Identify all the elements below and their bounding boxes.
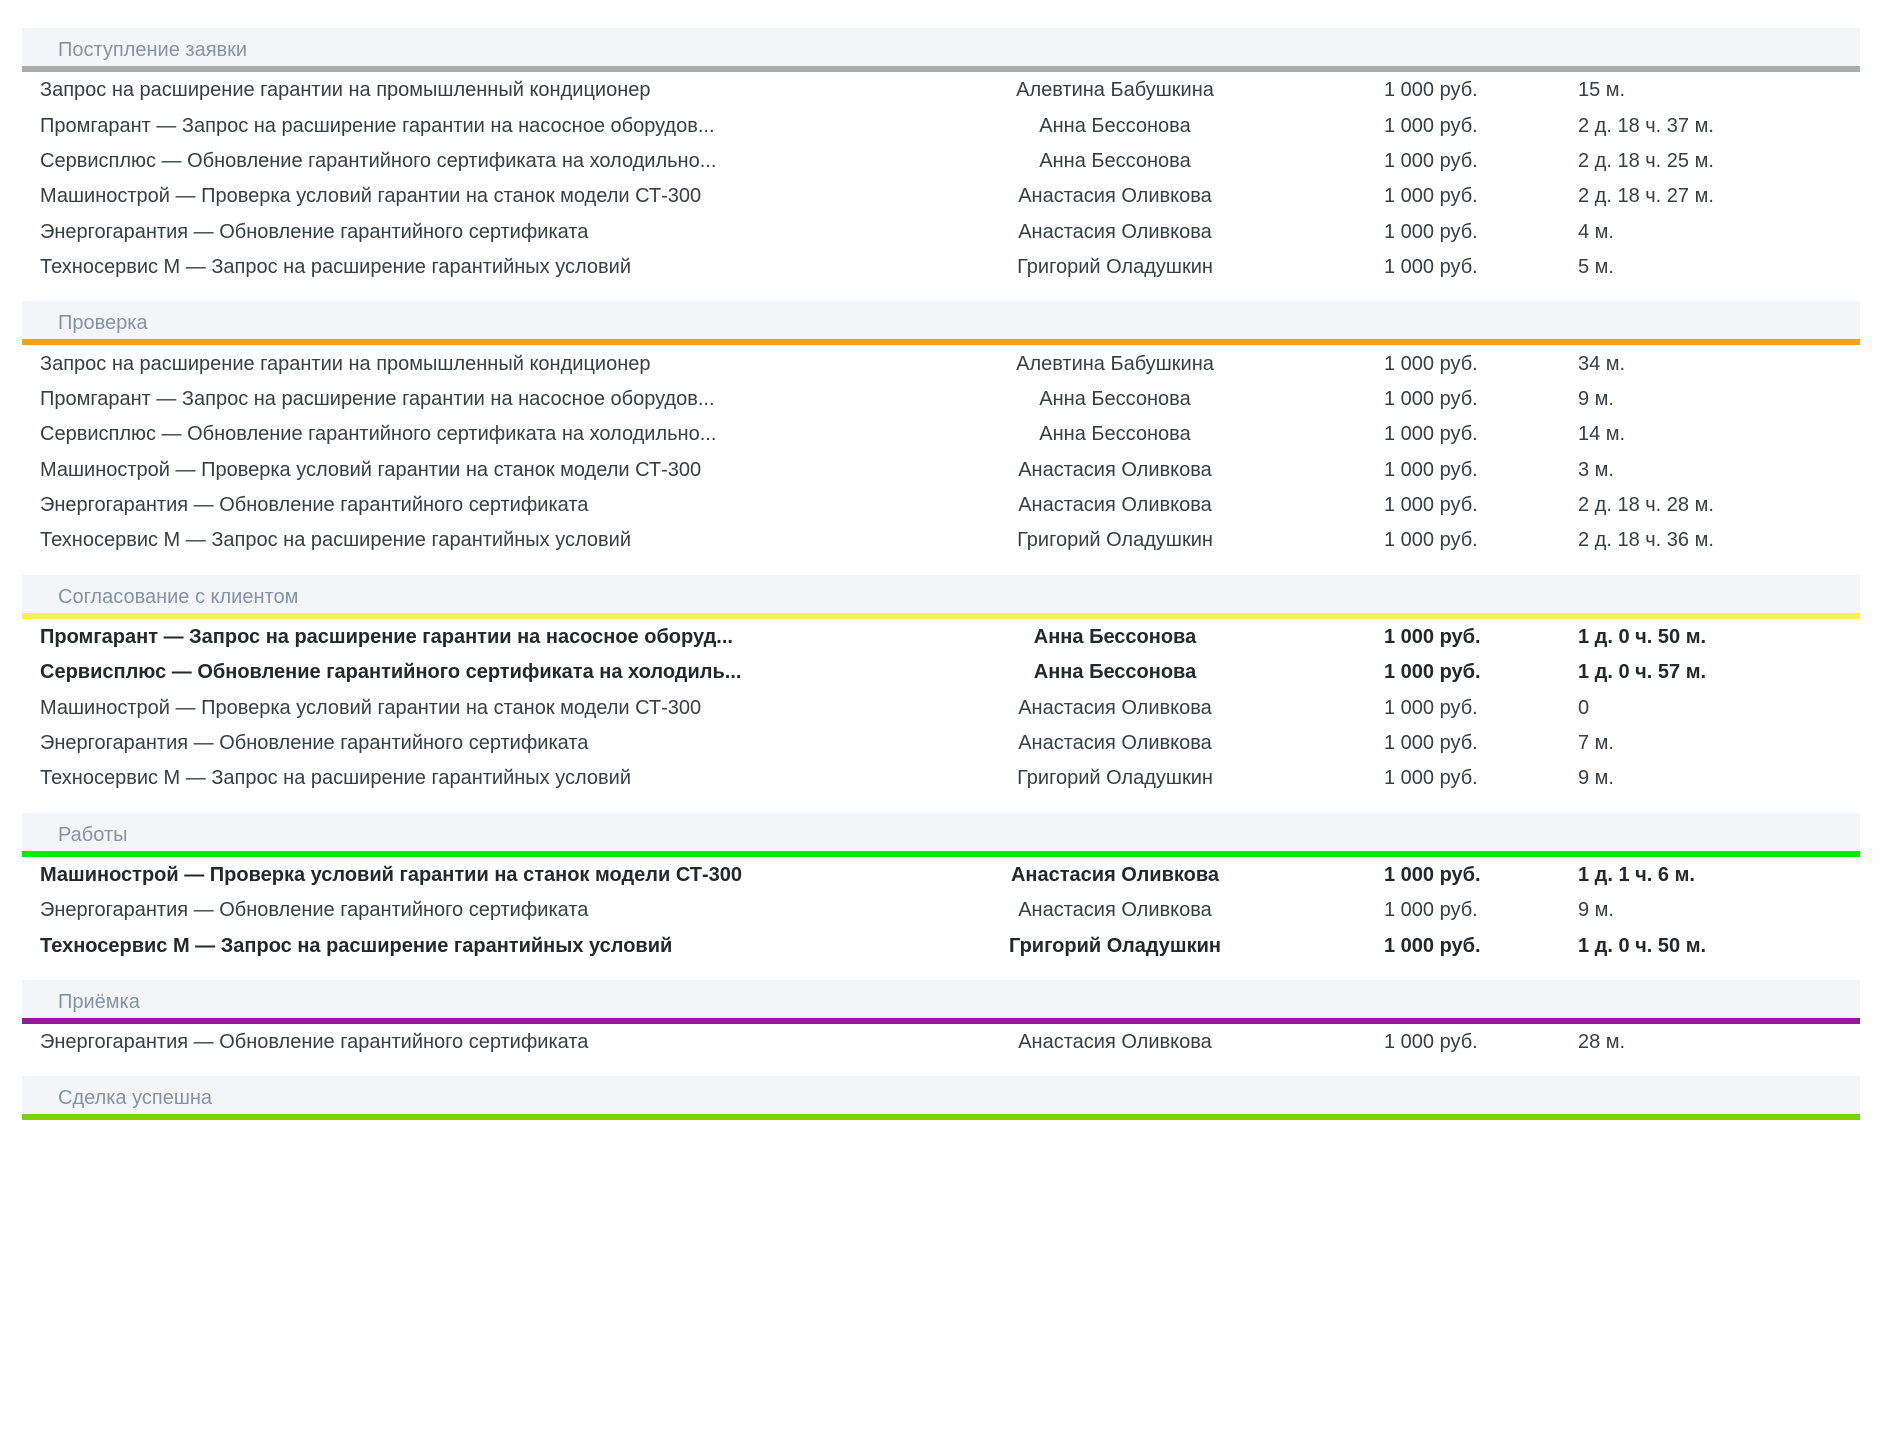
deal-responsible: Алевтина Бабушкина <box>1016 352 1214 375</box>
deal-amount: 1 000 руб. <box>1384 423 1478 446</box>
stage-title: Согласование с клиентом <box>58 585 299 608</box>
stage-header <box>22 980 1860 1024</box>
deal-responsible: Анна Бессонова <box>1033 625 1197 648</box>
deal-title[interactable]: Энергогарантия — Обновление гарантийного сертификата <box>40 494 589 517</box>
deal-row[interactable] <box>22 893 1860 928</box>
deal-duration: 2 д. 18 ч. 37 м. <box>1578 114 1714 137</box>
deal-duration: 9 м. <box>1578 899 1614 922</box>
stage-header <box>22 301 1860 345</box>
deal-duration: 2 д. 18 ч. 28 м. <box>1578 494 1714 517</box>
deal-duration: 1 д. 1 ч. 6 м. <box>1578 863 1695 886</box>
deal-title[interactable]: Запрос на расширение гарантии на промышленный кондиционер <box>40 79 651 102</box>
deal-row[interactable] <box>22 488 1860 523</box>
stage-section <box>22 813 1860 964</box>
deal-title[interactable]: Машинострой — Проверка условий гарантии на станок модели СТ-300 <box>40 696 702 719</box>
deal-amount: 1 000 руб. <box>1384 387 1478 410</box>
deal-amount: 1 000 руб. <box>1384 79 1478 102</box>
deal-duration: 15 м. <box>1578 79 1626 102</box>
deal-responsible: Анастасия Оливкова <box>1018 696 1212 719</box>
deal-responsible: Григорий Оладушкин <box>1017 256 1213 279</box>
deal-row[interactable] <box>22 453 1860 488</box>
deal-duration: 1 д. 0 ч. 57 м. <box>1578 661 1707 684</box>
stage-title: Работы <box>58 823 128 846</box>
deal-responsible: Анастасия Оливкова <box>1010 863 1220 886</box>
deal-duration: 1 д. 0 ч. 50 м. <box>1578 934 1707 957</box>
deal-row[interactable] <box>22 523 1860 558</box>
deal-duration: 2 д. 18 ч. 27 м. <box>1578 185 1714 208</box>
deal-title[interactable]: Энергогарантия — Обновление гарантийного сертификата <box>40 1031 589 1053</box>
deal-responsible: Анастасия Оливкова <box>1018 732 1212 755</box>
deal-title[interactable]: Запрос на расширение гарантии на промышленный кондиционер <box>40 352 651 375</box>
stage-rows <box>22 1120 1860 1121</box>
deal-title[interactable]: Сервисплюс — Обновление гарантийного сертификата на холодиль... <box>40 661 742 684</box>
deal-title[interactable]: Техносервис М — Запрос на расширение гарантийных условий <box>40 934 673 957</box>
deal-responsible: Анна Бессонова <box>1039 149 1191 172</box>
deal-duration: 28 м. <box>1578 1031 1626 1053</box>
deal-responsible: Анна Бессонова <box>1039 114 1191 137</box>
stage-header <box>22 1076 1860 1120</box>
deal-responsible: Григорий Оладушкин <box>1017 529 1213 552</box>
deal-row[interactable] <box>22 620 1860 655</box>
deal-title[interactable]: Техносервис М — Запрос на расширение гарантийных условий <box>40 767 631 790</box>
deal-amount: 1 000 руб. <box>1384 625 1481 648</box>
deal-amount: 1 000 руб. <box>1384 220 1478 243</box>
deal-amount: 1 000 руб. <box>1384 732 1478 755</box>
deal-row[interactable] <box>22 108 1860 143</box>
deal-amount: 1 000 руб. <box>1384 899 1478 922</box>
deal-amount: 1 000 руб. <box>1384 256 1478 279</box>
deal-responsible: Анастасия Оливкова <box>1018 899 1212 922</box>
deal-row[interactable] <box>22 761 1860 796</box>
deal-responsible: Анна Бессонова <box>1039 387 1191 410</box>
stage-rows <box>22 345 1860 558</box>
deal-amount: 1 000 руб. <box>1384 494 1478 517</box>
deal-amount: 1 000 руб. <box>1384 934 1481 957</box>
deal-responsible: Григорий Оладушкин <box>1017 767 1213 790</box>
deal-amount: 1 000 руб. <box>1384 458 1478 481</box>
deal-responsible: Алевтина Бабушкина <box>1016 79 1214 102</box>
deal-row[interactable] <box>22 1025 1860 1060</box>
deal-row[interactable] <box>22 382 1860 417</box>
deal-row[interactable] <box>22 655 1860 690</box>
deal-responsible: Анна Бессонова <box>1039 423 1191 446</box>
deal-amount: 1 000 руб. <box>1384 1031 1478 1053</box>
deal-duration: 1 д. 0 ч. 50 м. <box>1578 625 1707 648</box>
deal-duration: 4 м. <box>1578 220 1614 243</box>
stage-section <box>22 28 1860 285</box>
deal-responsible: Анна Бессонова <box>1033 661 1197 684</box>
stage-title: Приёмка <box>58 990 140 1013</box>
stage-header <box>22 813 1860 857</box>
deal-title[interactable]: Сервисплюс — Обновление гарантийного сертификата на холодильно... <box>40 423 717 446</box>
deal-duration: 0 <box>1578 696 1590 719</box>
deal-row[interactable] <box>22 250 1860 285</box>
deal-title[interactable]: Энергогарантия — Обновление гарантийного сертификата <box>40 899 589 922</box>
stage-rows <box>22 857 1860 964</box>
stage-title: Поступление заявки <box>58 39 248 61</box>
deal-duration: 3 м. <box>1578 458 1614 481</box>
deal-duration: 7 м. <box>1578 732 1614 755</box>
deal-title[interactable]: Сервисплюс — Обновление гарантийного сертификата на холодильно... <box>40 149 717 172</box>
deal-row[interactable] <box>22 73 1860 108</box>
deal-amount: 1 000 руб. <box>1384 661 1481 684</box>
deal-amount: 1 000 руб. <box>1384 529 1478 552</box>
deal-duration: 9 м. <box>1578 767 1614 790</box>
deal-row[interactable] <box>22 858 1860 893</box>
deal-title[interactable]: Энергогарантия — Обновление гарантийного сертификата <box>40 732 589 755</box>
deal-duration: 9 м. <box>1578 387 1614 410</box>
deal-responsible: Анастасия Оливкова <box>1018 220 1212 243</box>
deal-title[interactable]: Машинострой — Проверка условий гарантии на станок модели СТ-300 <box>40 185 702 208</box>
deal-row[interactable] <box>22 346 1860 381</box>
stage-section <box>22 575 1860 797</box>
deal-row[interactable] <box>22 215 1860 250</box>
stage-section <box>22 301 1860 558</box>
deal-row[interactable] <box>22 928 1860 963</box>
deal-duration: 2 д. 18 ч. 25 м. <box>1578 149 1714 172</box>
stage-rows <box>22 1024 1860 1060</box>
deal-duration: 5 м. <box>1578 256 1614 279</box>
deal-title[interactable]: Промгарант — Запрос на расширение гарантии на насосное оборудов... <box>40 387 715 410</box>
deal-title[interactable]: Техносервис М — Запрос на расширение гарантийных условий <box>40 529 631 552</box>
deal-amount: 1 000 руб. <box>1384 352 1478 375</box>
stage-section <box>22 1076 1860 1121</box>
deal-responsible: Анастасия Оливкова <box>1018 458 1212 481</box>
deal-title[interactable]: Промгарант — Запрос на расширение гарантии на насосное оборудов... <box>40 114 715 137</box>
deal-amount: 1 000 руб. <box>1384 767 1478 790</box>
deal-responsible: Григорий Оладушкин <box>1009 934 1221 957</box>
deal-amount: 1 000 руб. <box>1384 149 1478 172</box>
stage-header <box>22 28 1860 72</box>
deal-row[interactable] <box>22 417 1860 452</box>
deal-title[interactable]: Машинострой — Проверка условий гарантии на станок модели СТ-300 <box>40 458 702 481</box>
deal-row[interactable] <box>22 144 1860 179</box>
deal-title[interactable]: Техносервис М — Запрос на расширение гарантийных условий <box>40 256 631 279</box>
stage-section <box>22 980 1860 1060</box>
deal-row[interactable] <box>22 690 1860 725</box>
stage-title: Проверка <box>58 312 148 335</box>
deal-responsible: Анастасия Оливкова <box>1018 1031 1212 1053</box>
deal-row[interactable] <box>22 726 1860 761</box>
deal-title[interactable]: Энергогарантия — Обновление гарантийного сертификата <box>40 220 589 243</box>
deal-amount: 1 000 руб. <box>1384 696 1478 719</box>
deal-responsible: Анастасия Оливкова <box>1018 494 1212 517</box>
deal-duration: 2 д. 18 ч. 36 м. <box>1578 529 1714 552</box>
deal-responsible: Анастасия Оливкова <box>1018 185 1212 208</box>
deal-title[interactable]: Промгарант — Запрос на расширение гарантии на насосное оборуд... <box>40 625 733 648</box>
stage-rows <box>22 72 1860 285</box>
deal-amount: 1 000 руб. <box>1384 114 1478 137</box>
deal-duration: 14 м. <box>1578 423 1626 446</box>
deal-title[interactable]: Машинострой — Проверка условий гарантии на станок модели СТ-300 <box>40 863 743 886</box>
stage-title: Сделка успешна <box>58 1087 213 1110</box>
stage-header <box>22 575 1860 619</box>
deal-duration: 34 м. <box>1578 352 1626 375</box>
stage-rows <box>22 619 1860 797</box>
deal-row[interactable] <box>22 179 1860 214</box>
deal-amount: 1 000 руб. <box>1384 863 1481 886</box>
deal-amount: 1 000 руб. <box>1384 185 1478 208</box>
